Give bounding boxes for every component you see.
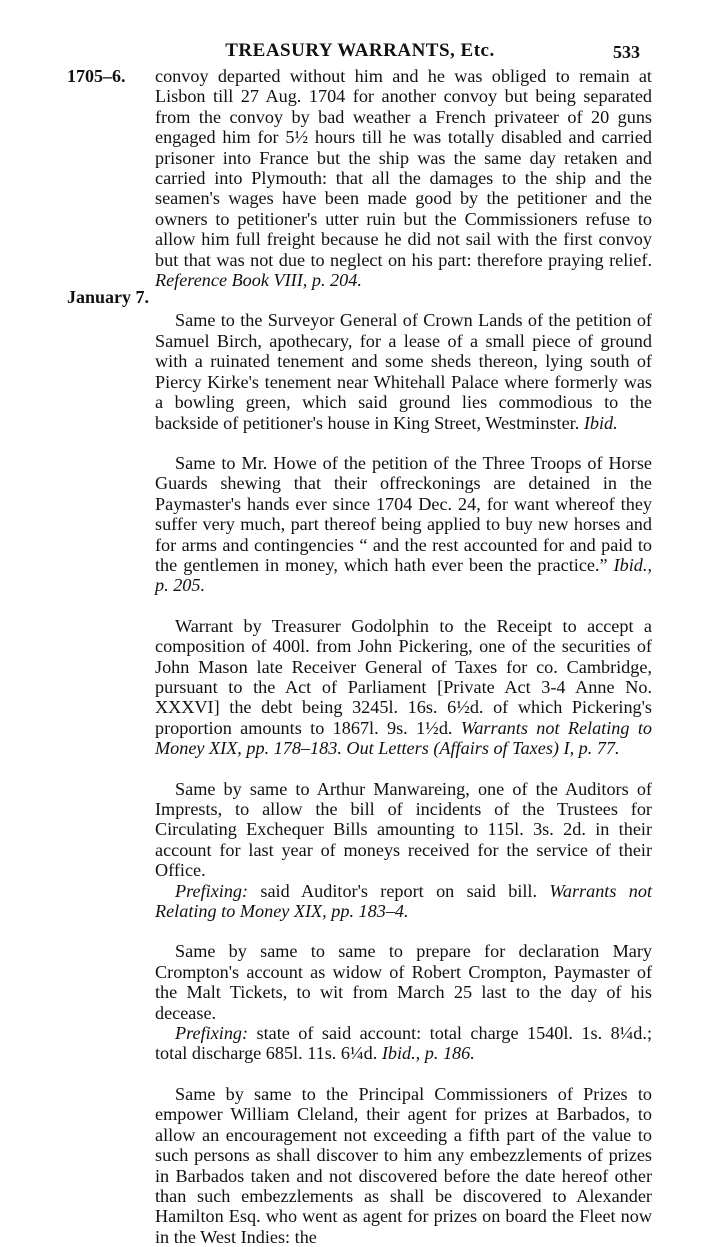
- prefix-label: Prefixing:: [175, 880, 249, 901]
- entry-reference: Ibid., p. 205.: [155, 554, 652, 596]
- prefix-text: said Auditor's report on said bill.: [260, 880, 538, 901]
- running-title: TREASURY WARRANTS, Etc.: [225, 40, 495, 61]
- entry-text: Same by same to same to prepare for declaration Mary Crompton's account as widow of Robert Crompton, Paymaster of the Malt Tickets, to wit from March 25 last to the day of his decease.: [155, 941, 652, 1023]
- entry-prefix-paragraph: [155, 881, 652, 922]
- entry-paragraph: [155, 310, 652, 432]
- entry-reference: Reference Book VIII, p. 204.: [155, 270, 362, 291]
- date-margin-label: January 7.: [67, 287, 150, 307]
- entry-paragraph: [155, 779, 652, 881]
- entry-text: Same by same to the Principal Commissioners of Prizes to empower William Cleland, their agent for prizes at Barbados, to allow an encouragement not exceeding a fifth part of the value to such persons as shall discover to him any embezzlements of prizes in Barbados taken and not discovered before the date hereof other than such embezzlements as shall be discovered to Alexander Hamilton Esq. who went as agent for prizes on board the Fleet now in the West Indies: the: [155, 1083, 652, 1247]
- page-number: 533: [613, 42, 640, 62]
- year-margin-label: 1705–6.: [67, 66, 126, 86]
- entry-paragraph: [155, 941, 652, 1023]
- entry-paragraph: [155, 66, 652, 290]
- entry-paragraph: [155, 616, 652, 759]
- entry-text: Same to the Surveyor General of Crown Lands of the petition of Samuel Birch, apothecary, for a lease of a small piece of ground with a ruinated tenement and some sheds thereon, lying south of Piercy Kirke's tenement near Whitehall Palace where formerly was a bowling green, which said ground lies commodious to the backside of petitioner's house in King Street, Westminster.: [155, 310, 652, 433]
- entry-text: Warrant by Treasurer Godolphin to the Receipt to accept a composition of 400l. from John Pickering, one of the securities of John Mason late Receiver General of Taxes for co. Cambridge, pursuant to the Act of Parliament [Private Act 3-4 Anne No. XXXVI] the debt being 3245l. 16s. 6½d. of which Pickering's proportion amounts to 1867l. 9s. 1½d.: [155, 615, 652, 738]
- entry-paragraph: [155, 453, 652, 596]
- prefix-label: Prefixing:: [175, 1023, 249, 1044]
- entry-reference: Ibid., p. 186.: [381, 1043, 475, 1064]
- entry-prefix-paragraph: [155, 1023, 652, 1064]
- entry-text: convoy departed without him and he was obliged to remain at Lisbon till 27 Aug. 1704 for another convoy but being separated from the convoy by bad weather a French privateer of 20 guns engaged him for 5½ hours till he was totally disabled and carried prisoner into France but the ship was the same day retaken and carried into Plymouth: that all the damages to the ship and the seamen's wages have been made good by the petitioner and the owners to petitioner's utter ruin but the Commissioners refuse to allow him full freight because he did not sail with the first convoy but that was not due to neglect on his part: therefore praying relief.: [155, 66, 652, 270]
- prefix-text: state of said account: total charge 1540l. 1s. 8¼d.; total discharge 685l. 11s. 6¼d.: [155, 1023, 653, 1064]
- entry-text: Same to Mr. Howe of the petition of the Three Troops of Horse Guards shewing that their offreckonings are detained in the Paymaster's hands ever since 1704 Dec. 24, for want whereof they suffer very much, part thereof being applied to buy new horses and for arms and contingencies “ and the rest accounted for and paid to the gentlemen in money, which hath ever been the practice.”: [155, 452, 652, 575]
- entry-paragraph: [155, 1084, 652, 1247]
- entry-reference: Warrants not Relating to Money XIX, pp. 178–183. Out Letters (Affairs of Taxes) I, p. 77.: [155, 717, 653, 759]
- entry-text: Same by same to Arthur Manwareing, one of the Auditors of Imprests, to allow the bill of incidents of the Trustees for Circulating Exchequer Bills amounting to 115l. 3s. 2d. in their account for last year of moneys received for the service of their Office.: [155, 778, 652, 881]
- entry-reference: Ibid.: [583, 412, 618, 433]
- text-column: [155, 66, 652, 1247]
- entry-reference: Warrants not Relating to Money XIX, pp. 183–4.: [155, 880, 653, 922]
